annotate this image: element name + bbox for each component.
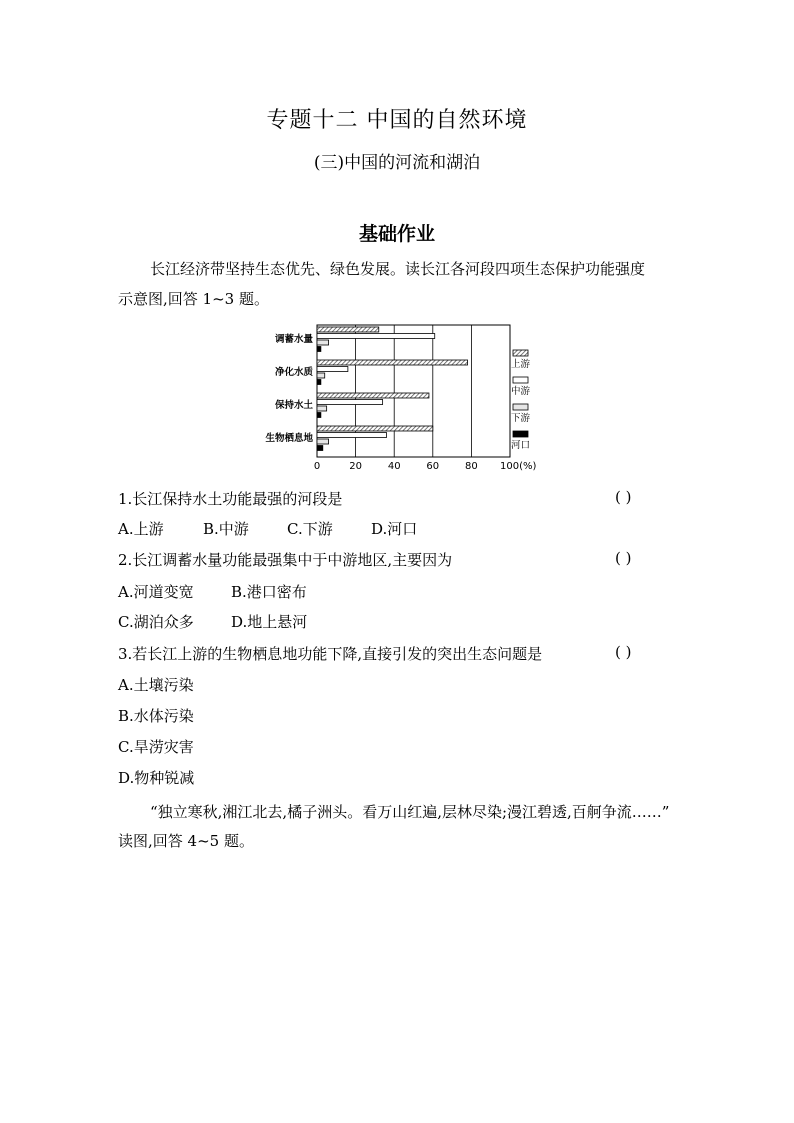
legend-label-2: 中游 bbox=[511, 386, 531, 397]
bar-1-4 bbox=[317, 426, 433, 431]
bar-1-2 bbox=[317, 360, 468, 365]
question-3-option-c: C.旱涝灾害 bbox=[118, 738, 194, 756]
question-2-option-d: D.地上悬河 bbox=[231, 613, 308, 631]
chart-x-ticks bbox=[314, 461, 537, 472]
chart-bars bbox=[317, 327, 468, 451]
bar-4-4 bbox=[317, 446, 323, 451]
question-2-answer-paren: ( ) bbox=[615, 549, 632, 567]
category-label: 保持水土 bbox=[274, 400, 313, 411]
category-label: 生物栖息地 bbox=[265, 433, 313, 444]
bar-2-1 bbox=[317, 334, 435, 339]
category-label: 净化水质 bbox=[274, 367, 313, 378]
bar-3-4 bbox=[317, 439, 329, 444]
question-1-option-d: D.河口 bbox=[371, 520, 418, 538]
question-3-option-b: B.水体污染 bbox=[118, 707, 194, 725]
question-3-stem: 3.若长江上游的生物栖息地功能下降,直接引发的突出生态问题是 bbox=[118, 645, 543, 663]
x-tick-label: 20 bbox=[349, 461, 362, 472]
question-2-option-c: C.湖泊众多 bbox=[118, 613, 194, 631]
question-1-option-c: C.下游 bbox=[287, 520, 333, 538]
question-1-option-b: B.中游 bbox=[203, 520, 249, 538]
section-heading: 基础作业 bbox=[358, 223, 435, 245]
category-label: 调蓄水量 bbox=[274, 334, 313, 345]
chart-category-labels bbox=[265, 333, 313, 444]
bar-2-4 bbox=[317, 433, 386, 438]
question-3-option-a: A.土壤污染 bbox=[118, 676, 194, 694]
intro-line-2: 示意图,回答 1~3 题。 bbox=[118, 290, 269, 308]
legend-label-4: 河口 bbox=[511, 440, 531, 451]
legend-swatch-4 bbox=[513, 431, 528, 437]
bar-1-3 bbox=[317, 393, 429, 398]
x-tick-label: 40 bbox=[387, 461, 401, 472]
question-2-option-b: B.港口密布 bbox=[231, 583, 307, 601]
bar-3-2 bbox=[317, 373, 325, 378]
question-1-option-a: A.上游 bbox=[118, 520, 164, 538]
bar-1-1 bbox=[317, 327, 379, 332]
eco-function-bar-chart bbox=[250, 320, 550, 475]
bar-4-3 bbox=[317, 413, 321, 418]
legend-label-1: 上游 bbox=[511, 359, 531, 370]
x-tick-label: 0 bbox=[313, 461, 321, 472]
legend-swatch-3 bbox=[513, 404, 528, 410]
chart-legend bbox=[511, 350, 531, 451]
bar-2-3 bbox=[317, 400, 383, 405]
question-3-option-d: D.物种锐减 bbox=[118, 769, 195, 787]
question-1-answer-paren: ( ) bbox=[615, 488, 632, 506]
bar-3-3 bbox=[317, 406, 327, 411]
question-3-answer-paren: ( ) bbox=[615, 643, 632, 661]
x-tick-label: 60 bbox=[426, 461, 440, 472]
bar-3-1 bbox=[317, 340, 329, 345]
question-2-stem: 2.长江调蓄水量功能最强集中于中游地区,主要因为 bbox=[118, 551, 453, 569]
bar-4-2 bbox=[317, 380, 321, 385]
x-tick-label: 80 bbox=[465, 461, 478, 472]
page-title: 专题十二 中国的自然环境 bbox=[266, 108, 528, 133]
page-subtitle: (三)中国的河流和湖泊 bbox=[313, 153, 481, 173]
legend-swatch-1 bbox=[513, 350, 528, 356]
question-2-option-a: A.河道变宽 bbox=[118, 583, 194, 601]
intro-line-1: 长江经济带坚持生态优先、绿色发展。读长江各河段四项生态保护功能强度 bbox=[150, 260, 646, 278]
x-tick-label: 100(%) bbox=[500, 461, 537, 472]
legend-label-3: 下游 bbox=[511, 413, 531, 424]
legend-swatch-2 bbox=[513, 377, 528, 383]
intro2-line-1: “独立寒秋,湘江北去,橘子洲头。看万山红遍,层林尽染;漫江碧透,百舸争流……” bbox=[150, 803, 670, 821]
intro2-line-2: 读图,回答 4~5 题。 bbox=[118, 832, 254, 850]
bar-4-1 bbox=[317, 347, 321, 352]
question-1-stem: 1.长江保持水土功能最强的河段是 bbox=[118, 490, 343, 508]
bar-2-2 bbox=[317, 367, 348, 372]
